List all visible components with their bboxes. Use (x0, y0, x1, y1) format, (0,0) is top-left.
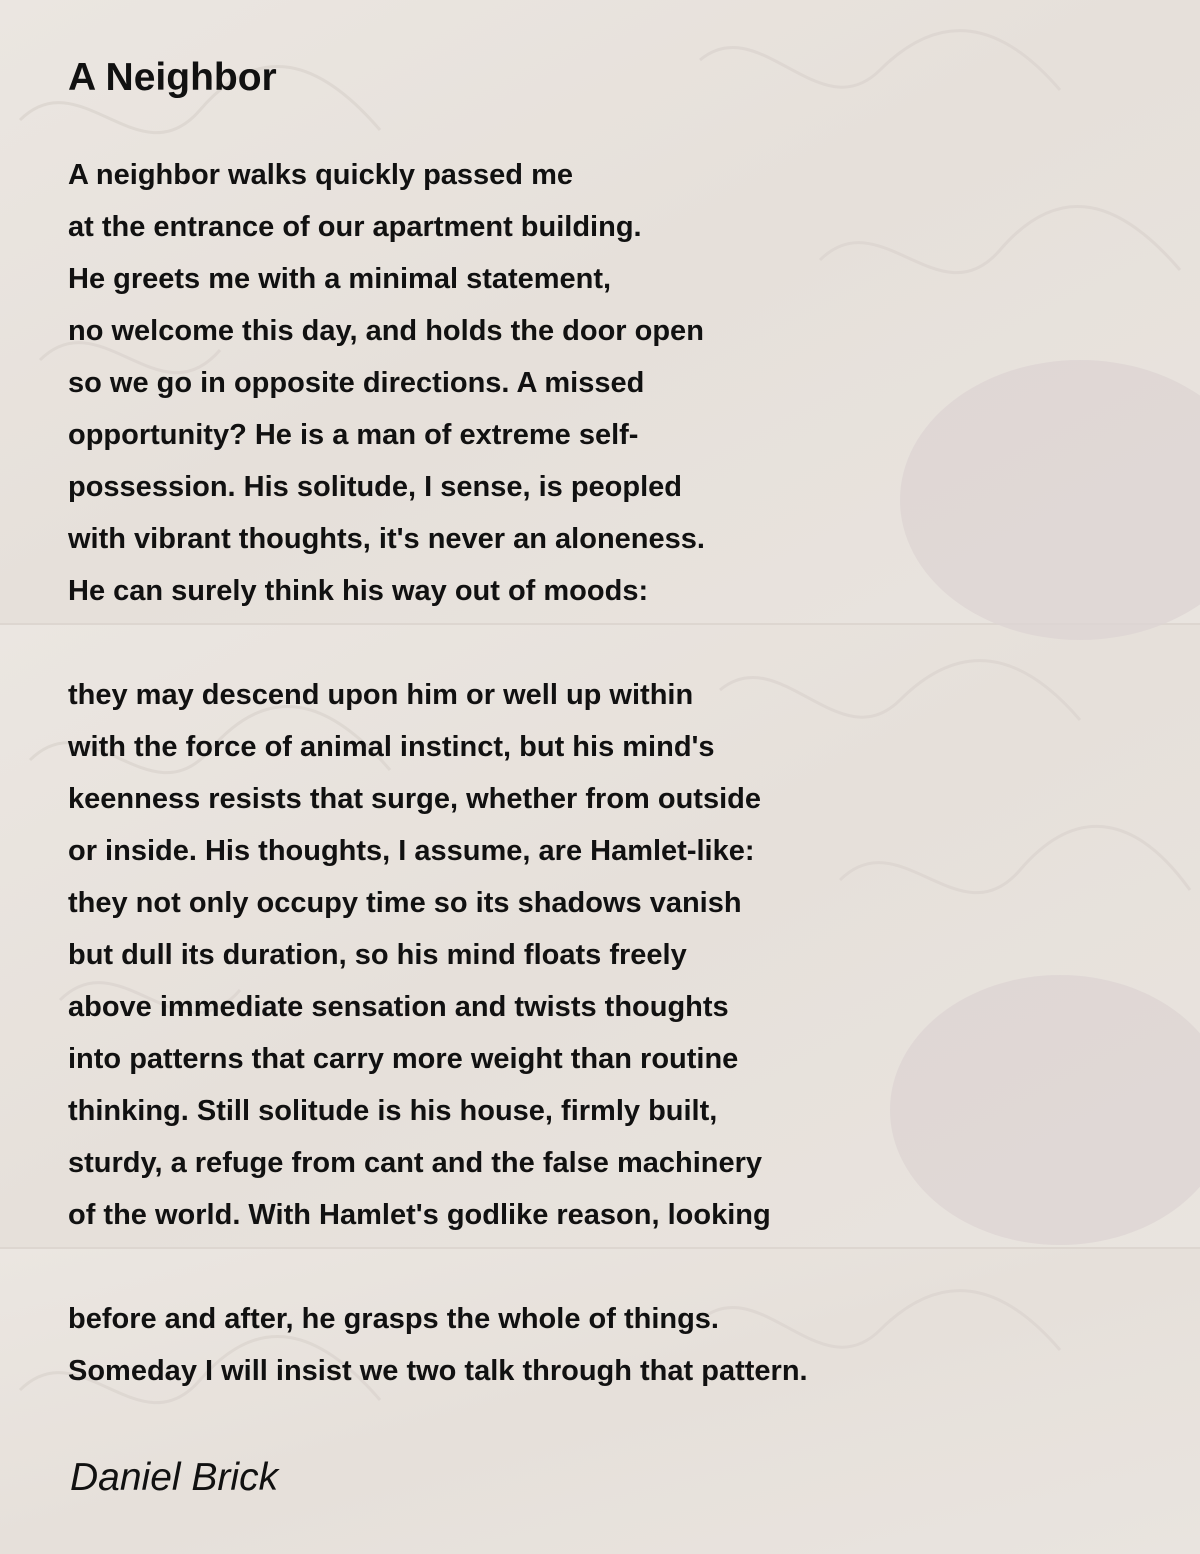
poem-author: Daniel Brick (70, 1456, 279, 1499)
poem-title: A Neighbor (68, 56, 277, 99)
poem-line: into patterns that carry more weight than routine (68, 1043, 739, 1075)
poem-line: above immediate sensation and twists thoughts (68, 991, 729, 1023)
poem-line: possession. His solitude, I sense, is peopled (68, 471, 683, 503)
poem-line: they may descend upon him or well up within (68, 679, 694, 711)
poem-line: He can surely think his way out of moods: (68, 575, 649, 607)
stanza-2 (68, 669, 771, 1241)
poem-line: with vibrant thoughts, it's never an aloneness. (68, 523, 705, 555)
poem-line: with the force of animal instinct, but his mind's (68, 731, 715, 763)
poem-line: at the entrance of our apartment building. (68, 211, 642, 243)
poem-line: or inside. His thoughts, I assume, are Hamlet-like: (68, 835, 755, 867)
poem-line: before and after, he grasps the whole of things. (68, 1303, 719, 1335)
poem-line: sturdy, a refuge from cant and the false machinery (68, 1147, 763, 1179)
poem-line: so we go in opposite directions. A missed (68, 367, 645, 399)
poem-line: no welcome this day, and holds the door open (68, 315, 704, 347)
poem-line: but dull its duration, so his mind floats freely (68, 939, 687, 971)
poem-line: of the world. With Hamlet's godlike reason, looking (68, 1199, 771, 1231)
poem-line: thinking. Still solitude is his house, firmly built, (68, 1095, 718, 1127)
poem-line: opportunity? He is a man of extreme self- (68, 419, 639, 451)
stanza-1 (68, 149, 705, 617)
poem-line: Someday I will insist we two talk through that pattern. (68, 1355, 808, 1387)
stanza-3 (68, 1293, 808, 1397)
poem-line: keenness resists that surge, whether from outside (68, 783, 761, 815)
poem-line: they not only occupy time so its shadows vanish (68, 887, 742, 919)
poem-line: A neighbor walks quickly passed me (68, 159, 573, 191)
poem-line: He greets me with a minimal statement, (68, 263, 612, 295)
